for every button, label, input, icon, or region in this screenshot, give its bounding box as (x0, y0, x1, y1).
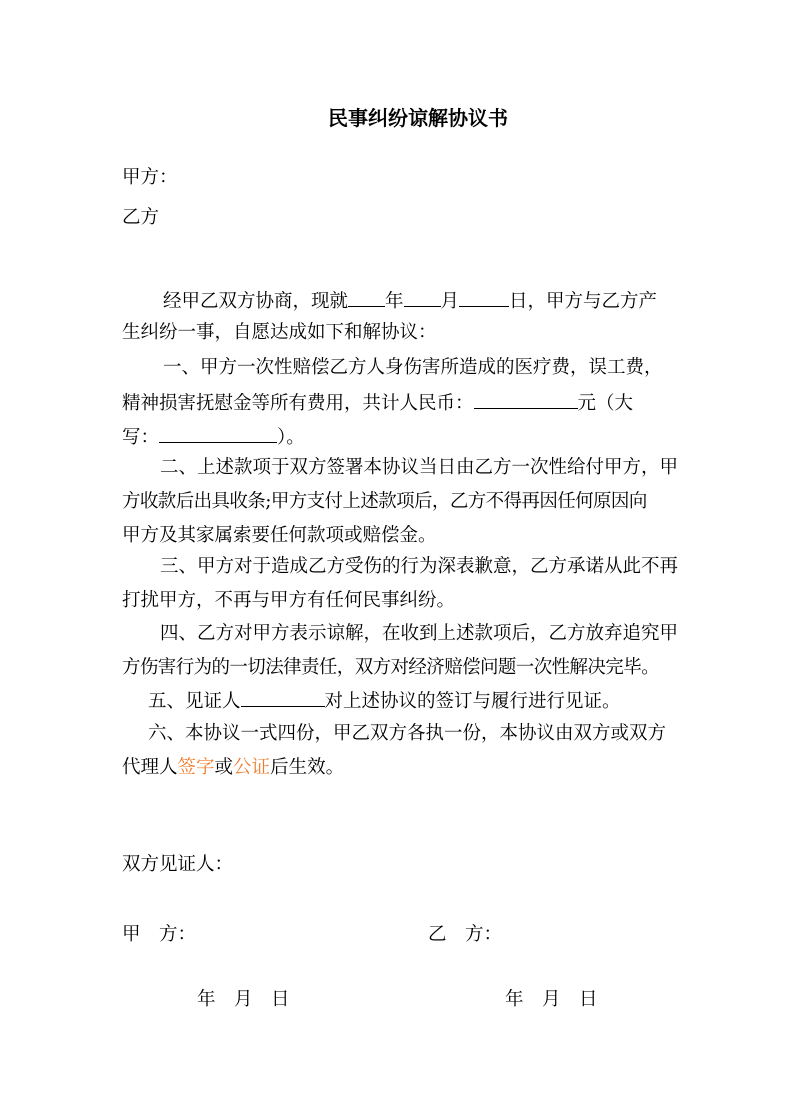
intro-text-b: 日，甲方与乙方产 (509, 291, 658, 312)
notary-link[interactable]: 公证 (233, 757, 271, 778)
clause3-line2: 打扰甲方，不再与甲方有任何民事纠纷。 (122, 590, 456, 611)
clause2-line3: 甲方及其家属索要任何款项或赔偿金。 (122, 525, 437, 546)
intro-text: 经甲乙双方协商，现就 (163, 291, 349, 312)
intro-line-2: 生纠纷一事，自愿达成如下和解协议： (122, 322, 437, 343)
clause3-line1: 三、甲方对于造成乙方受伤的行为深表歉意，乙方承诺从此不再 (160, 556, 679, 577)
clause2-line1: 二、上述款项于双方签署本协议当日由乙方一次性给付甲方，甲 (160, 457, 679, 478)
witness-blank[interactable] (241, 688, 325, 707)
intro-line-1 (163, 288, 657, 314)
document-title: 民事纠纷谅解协议书 (328, 106, 508, 130)
date-party-b: 年 月 日 (505, 989, 598, 1010)
clause1-text-d: ）。 (277, 427, 305, 448)
clause6-text: 代理人 (122, 757, 178, 778)
year-label: 年 (385, 291, 404, 312)
sign-party-a: 甲 方： (122, 924, 197, 945)
amount-words-blank[interactable] (159, 424, 277, 443)
party-b-label: 乙方 (122, 207, 160, 228)
clause5-line (148, 688, 621, 714)
clause5-text-b: 对上述协议的签订与履行进行见证。 (324, 691, 621, 712)
month-label: 月 (440, 291, 460, 312)
clause2-line2: 方收款后出具收条;甲方支付上述款项后，乙方不得再因任何原因向 (122, 491, 647, 512)
clause1-text: 精神损害抚慰金等所有费用，共计人民币： (122, 393, 474, 414)
witness-label: 双方见证人： (122, 854, 234, 875)
clause1-text-c: 写： (122, 427, 160, 448)
date-party-a: 年 月 日 (197, 989, 290, 1010)
clause1-line3 (122, 424, 305, 450)
day-blank[interactable] (459, 288, 509, 307)
clause6-or: 或 (214, 757, 234, 778)
clause4-line2: 方伤害行为的一切法律责任，双方对经济赔偿问题一次性解决完毕。 (122, 657, 660, 678)
sign-party-b: 乙 方： (428, 924, 503, 945)
clause1-line2 (122, 390, 633, 416)
year-blank[interactable] (348, 288, 385, 307)
clause5-text: 五、见证人 (148, 691, 241, 712)
clause6-text-b: 后生效。 (270, 757, 345, 778)
clause6-line2 (122, 756, 344, 780)
clause6-line1: 六、本协议一式四份，甲乙双方各执一份，本协议由双方或双方 (148, 723, 667, 744)
month-blank[interactable] (404, 288, 441, 307)
clause1-line1: 一、甲方一次性赔偿乙方人身伤害所造成的医疗费，误工费， (163, 357, 663, 378)
clause4-line1: 四、乙方对甲方表示谅解，在收到上述款项后，乙方放弃追究甲 (160, 623, 679, 644)
party-a-label: 甲方： (122, 167, 178, 188)
sign-link[interactable]: 签字 (177, 757, 215, 778)
clause1-text-b: 元（大 (577, 393, 634, 414)
amount-blank[interactable] (474, 390, 578, 409)
